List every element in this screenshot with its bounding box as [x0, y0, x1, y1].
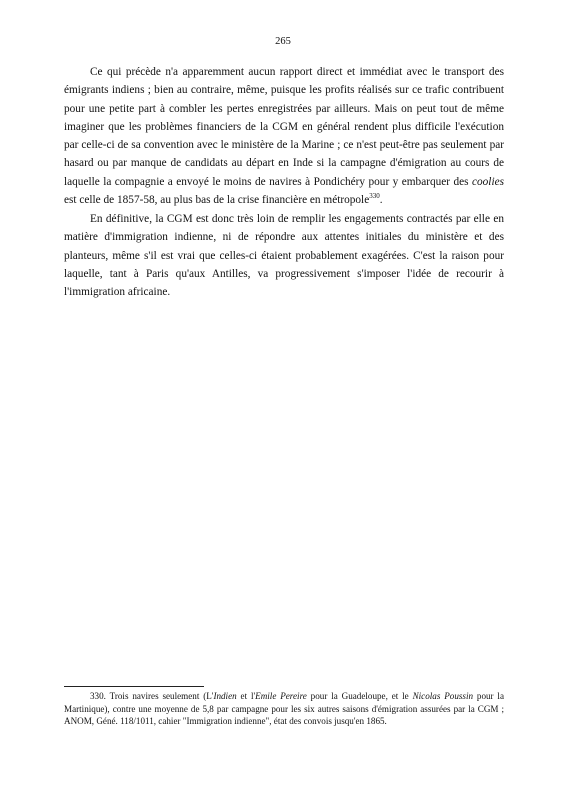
paragraph-1-text-a: Ce qui précède n'a apparemment aucun rapport direct et immédiat avec le transport des émigrants indiens ; bien au contraire, même, puisque les profits réalisés sur ce trafic contribuent pour une petite part à combler les pertes enregistrées par ailleurs. Mais on peut tout de même imaginer que les problèmes financiers de la CGM en général rendent plus difficile l'exécution par celle-ci de sa convention avec le ministère de la Marine ; ce n'est peut-être pas seulement par hasard ou par manque de candidats au départ en Inde si la campagne d'émigration au cours de laquelle la compagnie a envoyé le moins de navires à Pondichéry pour y embarquer des: [64, 66, 504, 188]
footnote-lead: 330. Trois navires seulement (L': [90, 691, 214, 701]
ship-name-emile-pereire: Emile Pereire: [255, 691, 307, 701]
footnote-separator: [64, 686, 204, 687]
paragraph-1: [64, 63, 504, 209]
paragraph-2-text: En définitive, la CGM est donc très loin de remplir les engagements contractés par elle en matière d'immigration indienne, ni de répondre aux attentes initiales du ministère et des planteurs, même s'il est vrai que celles-ci étaient probablement exagérées. C'est la raison pour laquelle, tant à Paris qu'aux Antilles, va progressivement s'imposer l'idée de recourir à l'immigration africaine.: [64, 213, 504, 299]
footnote-330: [64, 690, 504, 728]
paragraph-1-text-b: est celle de 1857-58, au plus bas de la crise financière en métropole: [64, 194, 370, 207]
footnote-mid-1: et l': [236, 691, 256, 701]
footnote-tail: pour la Martinique), contre une moyenne de 5,8 par campagne pour les six autres saisons d'émigration assurées par la CGM ; ANOM, Géné. 118/1011, cahier "Immigration indienne", état des convois jusqu'en 1865.: [64, 691, 504, 727]
footnote-mid-2: pour la Guadeloupe, et le: [306, 691, 413, 701]
page-number: 265: [275, 36, 291, 47]
coolies-term: coolies: [472, 175, 504, 188]
ship-name-nicolas-poussin: Nicolas Poussin: [412, 691, 474, 701]
paragraph-1-text-c: .: [379, 194, 383, 207]
footnote-reference-330[interactable]: 330: [369, 192, 380, 201]
paragraph-2: [64, 210, 504, 301]
ship-name-indien: Indien: [213, 691, 237, 701]
